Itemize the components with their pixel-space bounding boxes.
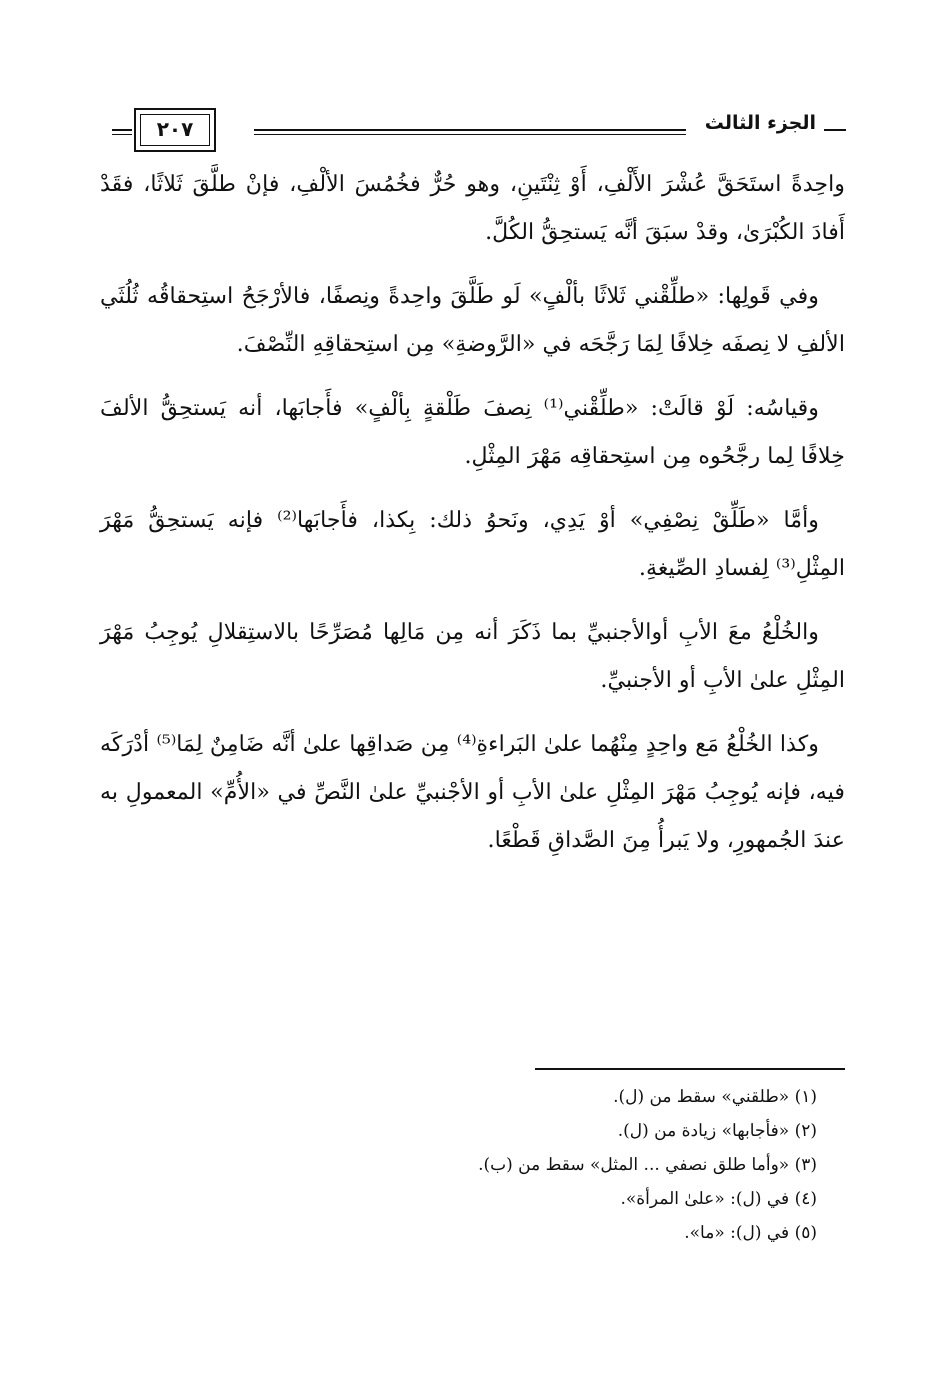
paragraph: وأمَّا «طَلِّقْ نِصْفِي» أوْ يَدِي، ونَحوُ ذلك: بِكذا، فأَجابَها⁽²⁾ فإنه يَستحِقُّ مَهْرَ المِثْلِ⁽³⁾ لِفسادِ الصِّيغةِ. bbox=[100, 507, 845, 581]
footnote: (٤) في (ل): «علىٰ المرأة». bbox=[620, 1189, 817, 1209]
paragraph: والخُلْعُ معَ الأبِ أوالأجنبيِّ بما ذَكَرَ أنه مِن مَالِها مُصَرِّحًا بالاستِقلالِ يُوجِبُ مَهْرَ المِثْلِ علىٰ الأبِ أو الأجنبيِّ. bbox=[100, 619, 845, 693]
paragraph: وفي قَولِها: «طلِّقْني ثَلاثًا بألْفٍ» لَو طَلَّقَ واحِدةً ونِصفًا، فالأرْجَحُ استِحقاقُه ثُلُثَي الألفِ لا نِصفَه خِلافًا لِمَا رَجَّحَه في «الرَّوضةِ» مِن استِحقاقِهِ النِّصْفَ. bbox=[100, 283, 845, 357]
paragraph: واحِدةً استَحَقَّ عُشْرَ الأَلْفِ، أَوْ ثِنْتَينِ، وهو حُرٌّ فخُمُسَ الألْفِ، فإنْ طلَّقَ ثَلاثًا، فقَدْ أَفادَ الكُبْرَىٰ، وقدْ سبَقَ أنَّه يَستحِقُّ الكُلَّ. bbox=[100, 171, 845, 245]
page-number: ٢٠٧ bbox=[156, 117, 194, 141]
footnote: (١) «طلقني» سقط من (ل). bbox=[613, 1087, 817, 1107]
footnote: (٣) «وأما طلق نصفي ... المثل» سقط من (ب). bbox=[478, 1155, 817, 1175]
paragraph: وكذا الخُلْعُ مَع واحِدٍ مِنْهُما علىٰ البَراءةِ⁽⁴⁾ مِن صَداقِها علىٰ أنَّه ضَامِنٌ لِمَا⁽⁵⁾ أدْرَكَه فيه، فإنه يُوجِبُ مَهْرَ المِثْلِ علىٰ الأبِ أو الأجْنبيِّ علىٰ النَّصِّ في «الأُمِّ» المعمولِ به عندَ الجُمهورِ، ولا يَبرأُ مِنَ الصَّداقِ قَطْعًا. bbox=[100, 731, 845, 853]
header-rule-middle-thin bbox=[254, 134, 686, 135]
footnote: (٥) في (ل): «ما». bbox=[684, 1223, 817, 1243]
footnote-separator bbox=[535, 1068, 845, 1070]
header-rule-left bbox=[112, 129, 132, 131]
header-rule-left-thin bbox=[112, 134, 132, 135]
footnote: (٢) «فأجابها» زيادة من (ل). bbox=[617, 1121, 817, 1141]
page-number-frame bbox=[134, 108, 216, 152]
header-rule-right bbox=[824, 129, 846, 131]
main-text bbox=[100, 160, 845, 864]
page-header bbox=[112, 108, 846, 156]
section-title: الجزء الثالث bbox=[704, 112, 816, 134]
footnotes bbox=[117, 1080, 817, 1250]
header-rule-middle bbox=[254, 129, 686, 131]
paragraph: وقياسُه: لَوْ قالَتْ: «طلِّقْني⁽¹⁾ نِصفَ طَلْقةٍ بِألْفٍ» فأَجابَها، أنه يَستحِقُّ الألفَ خِلافًا لِما رجَّحُوه مِن استِحقاقِه مَهْرَ المِثْلِ. bbox=[100, 395, 845, 469]
